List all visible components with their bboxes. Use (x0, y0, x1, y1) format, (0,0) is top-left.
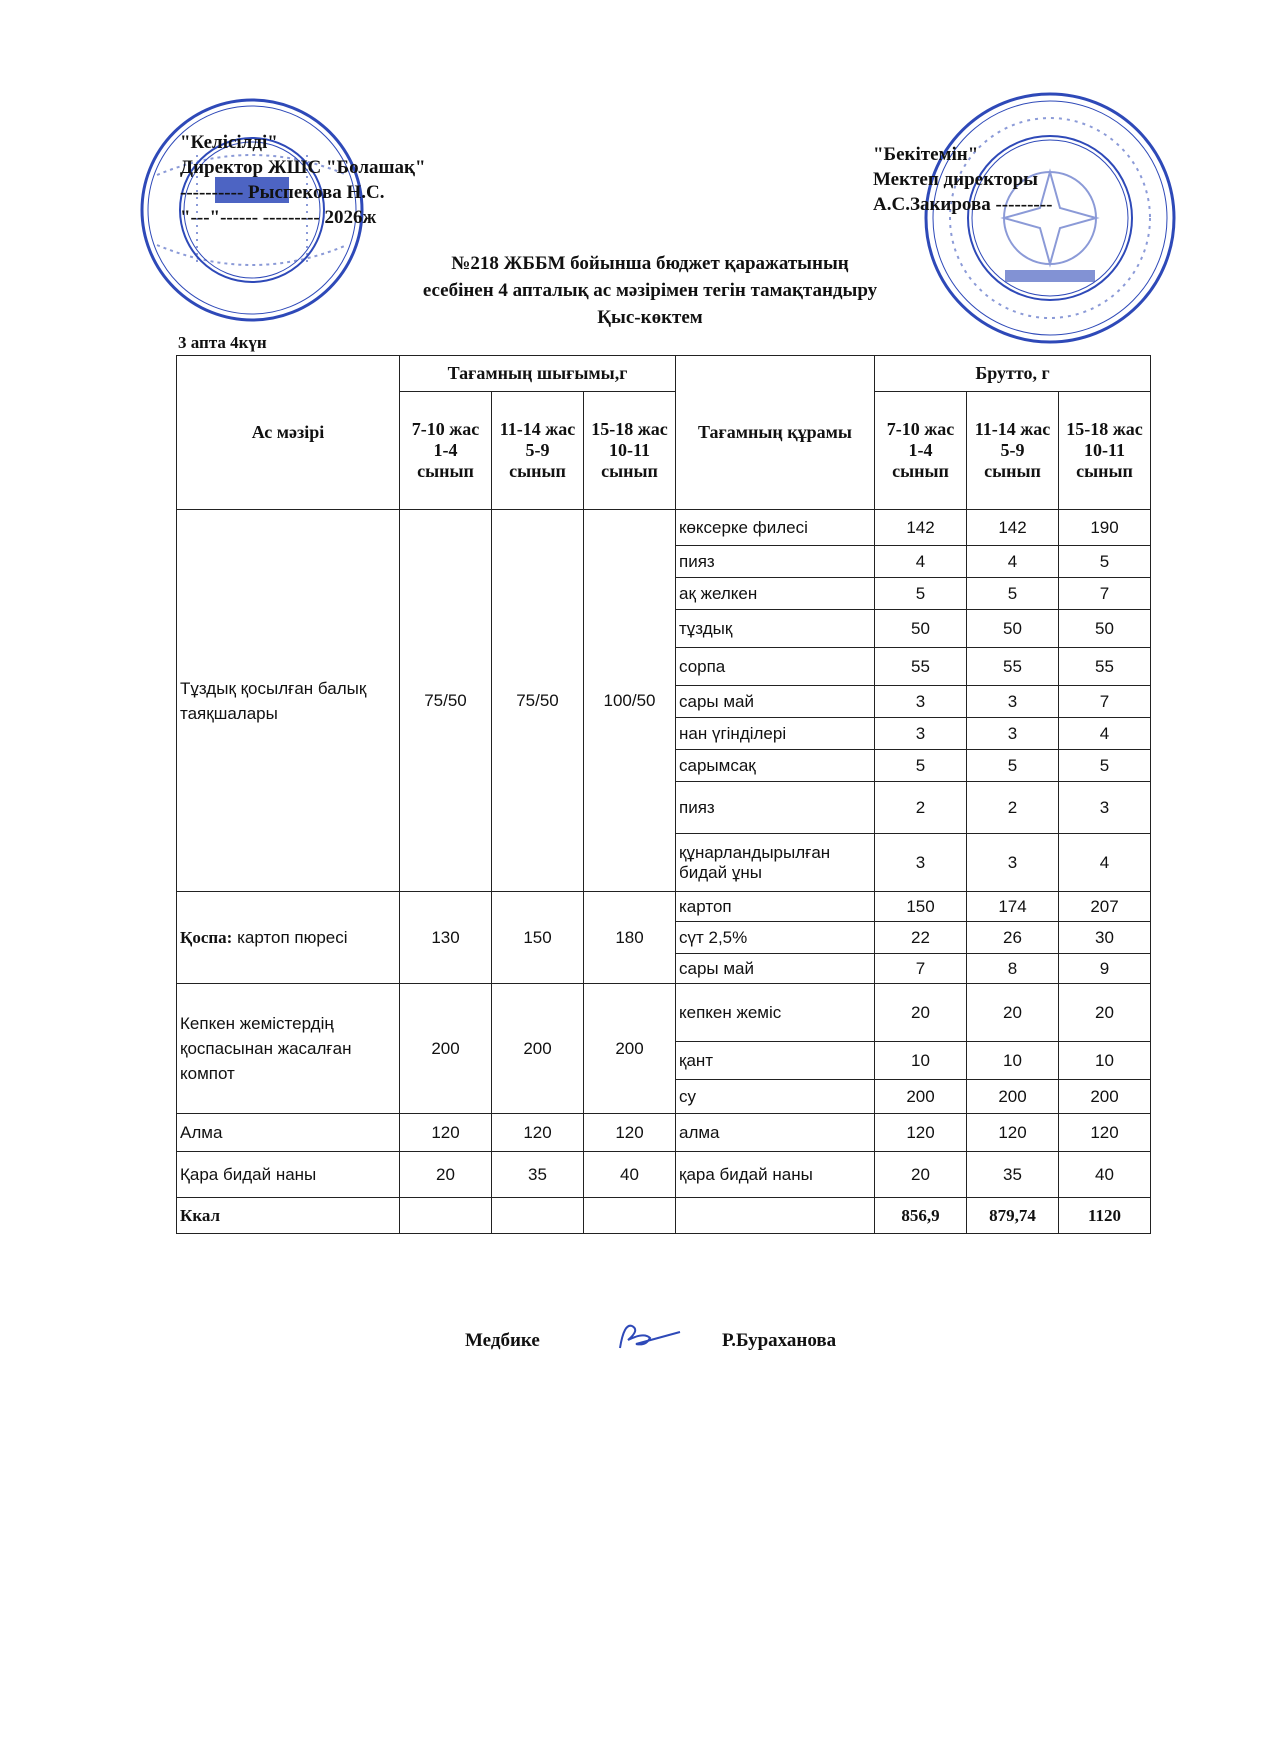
brutto-value: 2 (875, 782, 967, 834)
table-row (177, 892, 1151, 922)
dish-output-value: 180 (584, 892, 676, 984)
ingredient-name: қара бидай наны (676, 1152, 875, 1198)
ingredient-name: сары май (676, 686, 875, 718)
brutto-value: 10 (967, 1042, 1059, 1080)
brutto-value: 40 (1059, 1152, 1151, 1198)
ingredient-name: картоп (676, 892, 875, 922)
brutto-value: 190 (1059, 510, 1151, 546)
approval-right-line3: А.С.Закирова --------- (873, 194, 1053, 215)
header-age-brutto-3: 15-18 жас 10-11 сынып (1059, 392, 1151, 510)
dish-output-value: 35 (492, 1152, 584, 1198)
brutto-value: 3 (875, 718, 967, 750)
brutto-value: 142 (875, 510, 967, 546)
empty-cell (492, 1198, 584, 1234)
ingredient-name: қант (676, 1042, 875, 1080)
brutto-value: 120 (967, 1114, 1059, 1152)
signature-role: Медбике (465, 1330, 540, 1351)
table-row (177, 1152, 1151, 1198)
brutto-value: 55 (875, 648, 967, 686)
approval-left (180, 130, 426, 230)
header-age-brutto-2: 11-14 жас 5-9 сынып (967, 392, 1059, 510)
dish-name (177, 1152, 400, 1198)
dish-name-text: Алма (180, 1123, 223, 1142)
approval-right (873, 142, 1052, 217)
total-row (177, 1198, 1151, 1234)
ingredient-name: алма (676, 1114, 875, 1152)
table-row (177, 510, 1151, 546)
brutto-value: 120 (1059, 1114, 1151, 1152)
ingredient-name: көксерке филесі (676, 510, 875, 546)
brutto-value: 5 (875, 578, 967, 610)
dish-name-text: картоп пюресі (237, 928, 348, 947)
dish-output-value: 75/50 (400, 510, 492, 892)
approval-left-line4: "---"------ --------- 2026ж (180, 207, 377, 228)
approval-right-line1: "Бекітемін" (873, 144, 979, 165)
brutto-value: 20 (967, 984, 1059, 1042)
ingredient-name: пияз (676, 546, 875, 578)
dish-output-value: 150 (492, 892, 584, 984)
dish-name (177, 1114, 400, 1152)
brutto-value: 50 (875, 610, 967, 648)
brutto-value: 20 (875, 984, 967, 1042)
dish-name (177, 510, 400, 892)
header-output: Тағамның шығымы,г (400, 356, 676, 392)
dish-output-value: 200 (584, 984, 676, 1114)
dish-output-value: 75/50 (492, 510, 584, 892)
brutto-value: 20 (875, 1152, 967, 1198)
brutto-value: 200 (1059, 1080, 1151, 1114)
table-row (177, 1114, 1151, 1152)
title-line3: Қыс-көктем (597, 307, 703, 328)
header-age-output-3: 15-18 жас 10-11 сынып (584, 392, 676, 510)
week-label: 3 апта 4күн (178, 333, 267, 352)
menu-table (176, 355, 1151, 1234)
brutto-value: 3 (967, 834, 1059, 892)
header-age-output-1: 7-10 жас 1-4 сынып (400, 392, 492, 510)
brutto-value: 7 (1059, 578, 1151, 610)
title-line1: №218 ЖББМ бойынша бюджет қаражатының (451, 253, 849, 274)
dish-output-value: 20 (400, 1152, 492, 1198)
brutto-value: 4 (875, 546, 967, 578)
dish-output-value: 120 (492, 1114, 584, 1152)
brutto-value: 22 (875, 922, 967, 954)
header-menu: Ас мәзірі (177, 356, 400, 510)
brutto-value: 200 (967, 1080, 1059, 1114)
header-age-brutto-1: 7-10 жас 1-4 сынып (875, 392, 967, 510)
brutto-value: 5 (967, 578, 1059, 610)
ingredient-name: ақ желкен (676, 578, 875, 610)
ingredient-name: тұздық (676, 610, 875, 648)
header-brutto: Брутто, г (875, 356, 1151, 392)
brutto-value: 3 (875, 686, 967, 718)
dish-output-value: 200 (400, 984, 492, 1114)
ingredient-name: нан үгінділері (676, 718, 875, 750)
brutto-value: 5 (967, 750, 1059, 782)
ingredient-name: сүт 2,5% (676, 922, 875, 954)
brutto-value: 30 (1059, 922, 1151, 954)
brutto-value: 55 (967, 648, 1059, 686)
dish-name-text: Қара бидай наны (180, 1165, 317, 1184)
brutto-value: 200 (875, 1080, 967, 1114)
ingredient-name: сорпа (676, 648, 875, 686)
brutto-value: 55 (1059, 648, 1151, 686)
ingredient-name: сары май (676, 954, 875, 984)
empty-cell (584, 1198, 676, 1234)
handwritten-signature (610, 1318, 690, 1358)
approval-left-line3: ---------- Рыспекова Н.С. (180, 182, 385, 203)
brutto-value: 120 (875, 1114, 967, 1152)
brutto-value: 26 (967, 922, 1059, 954)
table-row (177, 984, 1151, 1042)
brutto-value: 7 (1059, 686, 1151, 718)
approval-left-line1: "Келісілді" (180, 132, 278, 153)
total-value: 1120 (1059, 1198, 1151, 1234)
brutto-value: 2 (967, 782, 1059, 834)
brutto-value: 10 (1059, 1042, 1151, 1080)
dish-output-value: 120 (400, 1114, 492, 1152)
ingredient-name: су (676, 1080, 875, 1114)
dish-output-value: 100/50 (584, 510, 676, 892)
header-age-output-2: 11-14 жас 5-9 сынып (492, 392, 584, 510)
document-title (300, 250, 1000, 331)
brutto-value: 50 (967, 610, 1059, 648)
brutto-value: 35 (967, 1152, 1059, 1198)
brutto-value: 20 (1059, 984, 1151, 1042)
total-value: 879,74 (967, 1198, 1059, 1234)
total-value: 856,9 (875, 1198, 967, 1234)
dish-output-value: 200 (492, 984, 584, 1114)
brutto-value: 7 (875, 954, 967, 984)
dish-name (177, 892, 400, 984)
brutto-value: 4 (967, 546, 1059, 578)
approval-right-line2: Мектеп директоры (873, 169, 1039, 190)
ingredient-name: сарымсақ (676, 750, 875, 782)
header-composition: Тағамның құрамы (676, 356, 875, 510)
signature-name: Р.Бураханова (722, 1330, 837, 1351)
empty-cell (676, 1198, 875, 1234)
total-label: Ккал (177, 1198, 400, 1234)
brutto-value: 9 (1059, 954, 1151, 984)
brutto-value: 3 (967, 718, 1059, 750)
brutto-value: 5 (875, 750, 967, 782)
brutto-value: 4 (1059, 834, 1151, 892)
brutto-value: 3 (1059, 782, 1151, 834)
dish-output-value: 130 (400, 892, 492, 984)
brutto-value: 5 (1059, 750, 1151, 782)
empty-cell (400, 1198, 492, 1234)
brutto-value: 5 (1059, 546, 1151, 578)
title-line2: есебінен 4 апталық ас мәзірімен тегін тамақтандыру (422, 280, 878, 301)
brutto-value: 8 (967, 954, 1059, 984)
dish-name-text: Кепкен жемістердің қоспасынан жасалған компот (180, 1014, 352, 1083)
dish-output-value: 40 (584, 1152, 676, 1198)
ingredient-name: пияз (676, 782, 875, 834)
dish-output-value: 120 (584, 1114, 676, 1152)
dish-name-prefix: Қоспа: (180, 928, 233, 947)
dish-name (177, 984, 400, 1114)
ingredient-name: құнарландырылған бидай ұны (676, 834, 875, 892)
brutto-value: 4 (1059, 718, 1151, 750)
dish-name-text: Тұздық қосылған балық таяқшалары (180, 678, 367, 723)
brutto-value: 174 (967, 892, 1059, 922)
brutto-value: 207 (1059, 892, 1151, 922)
menu-table-body (177, 510, 1151, 1234)
brutto-value: 142 (967, 510, 1059, 546)
brutto-value: 50 (1059, 610, 1151, 648)
ingredient-name: кепкен жеміс (676, 984, 875, 1042)
approval-left-line2: Директор ЖШС "Болашақ" (180, 157, 426, 178)
brutto-value: 3 (875, 834, 967, 892)
brutto-value: 150 (875, 892, 967, 922)
brutto-value: 3 (967, 686, 1059, 718)
brutto-value: 10 (875, 1042, 967, 1080)
